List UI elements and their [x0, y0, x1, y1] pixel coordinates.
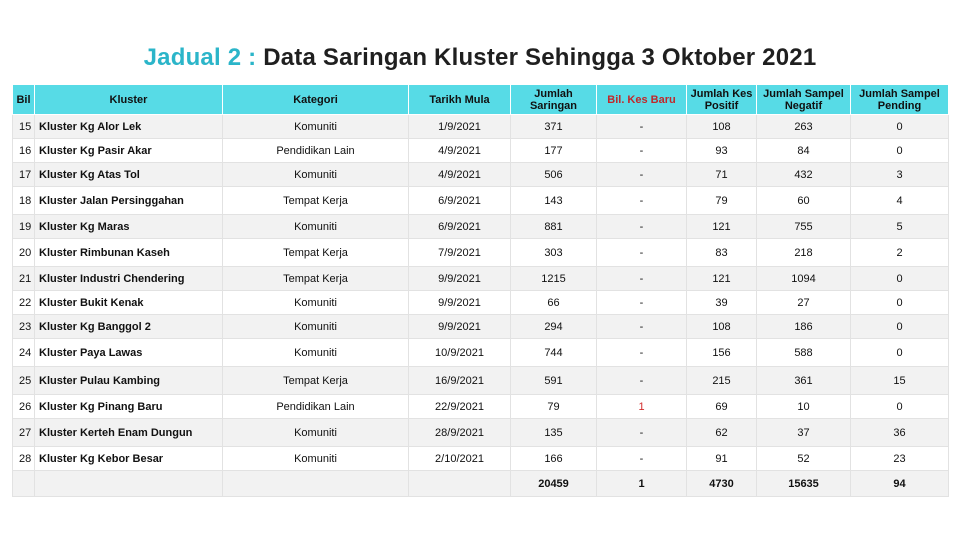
cell-bil-kes-baru: - — [597, 419, 687, 447]
totals-empty-cell — [13, 471, 35, 497]
cell-jumlah-kes-positif: 93 — [687, 139, 757, 163]
cell-jumlah-saringan: 294 — [511, 315, 597, 339]
cell-kluster: Kluster Kg Banggol 2 — [35, 315, 223, 339]
cell-jumlah-saringan: 506 — [511, 163, 597, 187]
table-row — [13, 367, 949, 395]
cell-kluster: Kluster Bukit Kenak — [35, 291, 223, 315]
cell-jumlah-sampel-pending: 15 — [851, 367, 949, 395]
cell-jumlah-sampel-pending: 0 — [851, 395, 949, 419]
cell-jumlah-saringan: 66 — [511, 291, 597, 315]
cell-bil-kes-baru: - — [597, 163, 687, 187]
cell-jumlah-kes-positif: 121 — [687, 215, 757, 239]
title-prefix: Jadual 2 : — [143, 44, 257, 71]
cell-jumlah-saringan: 79 — [511, 395, 597, 419]
cell-bil: 19 — [13, 215, 35, 239]
cell-tarikh-mula: 9/9/2021 — [409, 315, 511, 339]
cell-jumlah-sampel-negatif: 10 — [757, 395, 851, 419]
header-kluster: Kluster — [35, 85, 223, 115]
cell-jumlah-sampel-negatif: 361 — [757, 367, 851, 395]
cell-bil-kes-baru: - — [597, 239, 687, 267]
cell-jumlah-saringan: 1215 — [511, 267, 597, 291]
table-row — [13, 395, 949, 419]
cell-bil-kes-baru: - — [597, 115, 687, 139]
cell-jumlah-sampel-pending: 23 — [851, 447, 949, 471]
cell-jumlah-sampel-negatif: 84 — [757, 139, 851, 163]
cell-kluster: Kluster Kg Pasir Akar — [35, 139, 223, 163]
cell-jumlah-kes-positif: 62 — [687, 419, 757, 447]
page-title — [0, 44, 960, 72]
cell-tarikh-mula: 22/9/2021 — [409, 395, 511, 419]
cell-jumlah-sampel-pending: 0 — [851, 315, 949, 339]
table-row — [13, 215, 949, 239]
total-positif: 4730 — [687, 471, 757, 497]
cell-bil: 18 — [13, 187, 35, 215]
cell-kategori: Komuniti — [223, 447, 409, 471]
cell-kluster: Kluster Kg Atas Tol — [35, 163, 223, 187]
cell-kategori: Komuniti — [223, 419, 409, 447]
cell-jumlah-sampel-negatif: 588 — [757, 339, 851, 367]
cell-bil: 25 — [13, 367, 35, 395]
header-jumlah-sampel-pending: Jumlah Sampel Pending — [851, 85, 949, 115]
cell-kategori: Pendidikan Lain — [223, 395, 409, 419]
cell-jumlah-sampel-pending: 3 — [851, 163, 949, 187]
cell-bil: 21 — [13, 267, 35, 291]
cell-jumlah-sampel-negatif: 1094 — [757, 267, 851, 291]
table-row — [13, 419, 949, 447]
cell-jumlah-sampel-pending: 5 — [851, 215, 949, 239]
header-bil: Bil — [13, 85, 35, 115]
cell-kategori: Tempat Kerja — [223, 239, 409, 267]
cell-jumlah-kes-positif: 91 — [687, 447, 757, 471]
cell-kategori: Tempat Kerja — [223, 187, 409, 215]
cell-kategori: Tempat Kerja — [223, 267, 409, 291]
cell-jumlah-sampel-pending: 0 — [851, 267, 949, 291]
cell-jumlah-saringan: 135 — [511, 419, 597, 447]
cell-tarikh-mula: 6/9/2021 — [409, 215, 511, 239]
cell-kategori: Komuniti — [223, 115, 409, 139]
cell-jumlah-sampel-pending: 0 — [851, 291, 949, 315]
cell-jumlah-sampel-pending: 36 — [851, 419, 949, 447]
cell-bil: 26 — [13, 395, 35, 419]
cell-bil-kes-baru: 1 — [597, 395, 687, 419]
totals-row — [13, 471, 949, 497]
cell-jumlah-kes-positif: 156 — [687, 339, 757, 367]
cell-bil-kes-baru: - — [597, 291, 687, 315]
cell-bil: 16 — [13, 139, 35, 163]
header-bil-kes-baru: Bil. Kes Baru — [597, 85, 687, 115]
cell-bil: 24 — [13, 339, 35, 367]
cell-tarikh-mula: 1/9/2021 — [409, 115, 511, 139]
cell-kluster: Kluster Kg Kebor Besar — [35, 447, 223, 471]
cell-jumlah-kes-positif: 69 — [687, 395, 757, 419]
table-header-row — [13, 85, 949, 115]
cell-bil: 28 — [13, 447, 35, 471]
cell-bil: 23 — [13, 315, 35, 339]
cell-jumlah-sampel-pending: 0 — [851, 139, 949, 163]
cell-jumlah-sampel-pending: 2 — [851, 239, 949, 267]
cell-jumlah-sampel-negatif: 263 — [757, 115, 851, 139]
cell-jumlah-sampel-pending: 0 — [851, 115, 949, 139]
cell-tarikh-mula: 9/9/2021 — [409, 267, 511, 291]
cell-bil-kes-baru: - — [597, 367, 687, 395]
table-row — [13, 315, 949, 339]
cell-jumlah-saringan: 591 — [511, 367, 597, 395]
cell-bil-kes-baru: - — [597, 187, 687, 215]
cell-bil: 22 — [13, 291, 35, 315]
cell-bil-kes-baru: - — [597, 447, 687, 471]
cell-tarikh-mula: 16/9/2021 — [409, 367, 511, 395]
cell-jumlah-kes-positif: 215 — [687, 367, 757, 395]
cell-jumlah-saringan: 166 — [511, 447, 597, 471]
cell-kategori: Komuniti — [223, 291, 409, 315]
table-row — [13, 267, 949, 291]
cell-kluster: Kluster Kg Pinang Baru — [35, 395, 223, 419]
totals-empty-cell — [223, 471, 409, 497]
cell-jumlah-kes-positif: 39 — [687, 291, 757, 315]
cell-jumlah-sampel-pending: 4 — [851, 187, 949, 215]
header-jumlah-kes-positif: Jumlah Kes Positif — [687, 85, 757, 115]
cell-kategori: Komuniti — [223, 339, 409, 367]
table-row — [13, 339, 949, 367]
table-row — [13, 187, 949, 215]
total-pending: 94 — [851, 471, 949, 497]
cell-tarikh-mula: 28/9/2021 — [409, 419, 511, 447]
cell-jumlah-kes-positif: 71 — [687, 163, 757, 187]
cell-jumlah-sampel-negatif: 27 — [757, 291, 851, 315]
cell-jumlah-saringan: 177 — [511, 139, 597, 163]
cell-kluster: Kluster Kg Maras — [35, 215, 223, 239]
cell-kategori: Tempat Kerja — [223, 367, 409, 395]
table-row — [13, 239, 949, 267]
cell-jumlah-sampel-negatif: 37 — [757, 419, 851, 447]
title-main: Data Saringan Kluster Sehingga 3 Oktober 2021 — [263, 44, 817, 71]
cell-jumlah-saringan: 303 — [511, 239, 597, 267]
cell-jumlah-kes-positif: 121 — [687, 267, 757, 291]
cell-jumlah-sampel-negatif: 218 — [757, 239, 851, 267]
table-row — [13, 291, 949, 315]
cell-jumlah-sampel-negatif: 52 — [757, 447, 851, 471]
cell-jumlah-saringan: 371 — [511, 115, 597, 139]
cell-kluster: Kluster Kg Alor Lek — [35, 115, 223, 139]
table-row — [13, 115, 949, 139]
totals-empty-cell — [409, 471, 511, 497]
cell-kategori: Pendidikan Lain — [223, 139, 409, 163]
cell-kategori: Komuniti — [223, 315, 409, 339]
cell-jumlah-sampel-negatif: 755 — [757, 215, 851, 239]
cell-tarikh-mula: 9/9/2021 — [409, 291, 511, 315]
cell-bil-kes-baru: - — [597, 315, 687, 339]
total-kes-baru: 1 — [597, 471, 687, 497]
header-tarikh-mula: Tarikh Mula — [409, 85, 511, 115]
cell-tarikh-mula: 4/9/2021 — [409, 163, 511, 187]
cell-kluster: Kluster Industri Chendering — [35, 267, 223, 291]
cell-kluster: Kluster Jalan Persinggahan — [35, 187, 223, 215]
cell-kluster: Kluster Paya Lawas — [35, 339, 223, 367]
cell-bil-kes-baru: - — [597, 267, 687, 291]
total-saringan: 20459 — [511, 471, 597, 497]
cell-jumlah-kes-positif: 108 — [687, 315, 757, 339]
cell-jumlah-saringan: 143 — [511, 187, 597, 215]
table-row — [13, 163, 949, 187]
cell-jumlah-saringan: 881 — [511, 215, 597, 239]
cell-tarikh-mula: 6/9/2021 — [409, 187, 511, 215]
cell-kluster: Kluster Rimbunan Kaseh — [35, 239, 223, 267]
cell-bil-kes-baru: - — [597, 339, 687, 367]
cell-bil-kes-baru: - — [597, 215, 687, 239]
cell-jumlah-sampel-negatif: 186 — [757, 315, 851, 339]
cell-kategori: Komuniti — [223, 215, 409, 239]
cell-bil: 15 — [13, 115, 35, 139]
cell-tarikh-mula: 7/9/2021 — [409, 239, 511, 267]
cell-bil: 20 — [13, 239, 35, 267]
totals-empty-cell — [35, 471, 223, 497]
cell-tarikh-mula: 4/9/2021 — [409, 139, 511, 163]
total-negatif: 15635 — [757, 471, 851, 497]
cluster-table — [12, 84, 949, 497]
cell-jumlah-kes-positif: 79 — [687, 187, 757, 215]
cell-jumlah-saringan: 744 — [511, 339, 597, 367]
header-jumlah-sampel-negatif: Jumlah Sampel Negatif — [757, 85, 851, 115]
cell-kluster: Kluster Kerteh Enam Dungun — [35, 419, 223, 447]
cell-tarikh-mula: 10/9/2021 — [409, 339, 511, 367]
header-kategori: Kategori — [223, 85, 409, 115]
cell-jumlah-kes-positif: 83 — [687, 239, 757, 267]
table-row — [13, 139, 949, 163]
cell-kluster: Kluster Pulau Kambing — [35, 367, 223, 395]
table-row — [13, 447, 949, 471]
cell-kategori: Komuniti — [223, 163, 409, 187]
cell-jumlah-sampel-pending: 0 — [851, 339, 949, 367]
cell-jumlah-sampel-negatif: 432 — [757, 163, 851, 187]
cell-jumlah-sampel-negatif: 60 — [757, 187, 851, 215]
cell-bil: 17 — [13, 163, 35, 187]
cell-jumlah-kes-positif: 108 — [687, 115, 757, 139]
header-jumlah-saringan: Jumlah Saringan — [511, 85, 597, 115]
cell-tarikh-mula: 2/10/2021 — [409, 447, 511, 471]
cell-bil: 27 — [13, 419, 35, 447]
table-body — [13, 115, 949, 471]
cell-bil-kes-baru: - — [597, 139, 687, 163]
